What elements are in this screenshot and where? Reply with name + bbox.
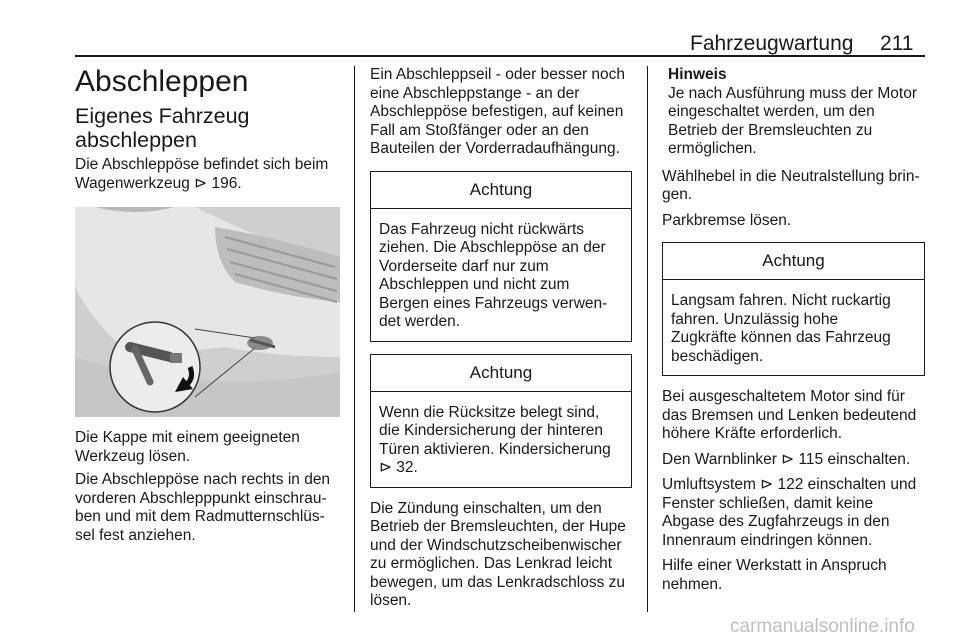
warning-box-reverse: [370, 171, 632, 342]
page-number: 211: [880, 32, 914, 55]
warning-text: Wenn die Rücksitze belegt sind, die Kindersicherung der hinteren Türen aktivieren. Kindersicherung ⊳ 32.: [379, 403, 611, 476]
column-2: [370, 66, 632, 616]
note-heading: Hinweis: [668, 66, 727, 83]
warning-heading: Achtung: [371, 355, 631, 392]
paragraph-selector-lever: Wählhebel in die Neutralstellung brin- gen.: [662, 167, 920, 203]
column-1: [75, 66, 343, 550]
intro-paragraph: Die Abschleppöse befindet sich beim Wagenwerkzeug ⊳ 196.: [75, 156, 329, 192]
header-rule: [75, 55, 925, 57]
paragraph-screw-in-eye: Die Abschleppöse nach rechts in den vorderen Abschlepppunkt einschrau- ben und mit dem Radmutternschlüs- sel fest anziehen.: [75, 471, 331, 544]
running-header-title: Fahrzeugwartung: [690, 32, 854, 55]
warning-text: Das Fahrzeug nicht rückwärts ziehen. Die Abschleppöse an der Vorderseite darf nur zum Abschleppen und nicht zum Bergen eines Fahrzeugs verwen- det werden.: [379, 220, 608, 330]
tow-eye-illustration-graphic: [75, 207, 340, 417]
paragraph-hazard-lights: Den Warnblinker ⊳ 115 einschalten.: [662, 450, 911, 468]
tow-eye-illustration: [75, 207, 340, 417]
column-divider-2: [647, 66, 648, 612]
paragraph-workshop: Hilfe einer Werkstatt in Anspruch nehmen.: [662, 557, 887, 593]
warning-box-drive-slowly: [662, 242, 925, 376]
paragraph-parking-brake: Parkbremse lösen.: [662, 211, 792, 229]
paragraph-tow-rope: Ein Abschleppseil - oder besser noch eine Abschleppstange - an der Abschleppöse befestigen, auf keinen Fall am Stoßfänger oder an den Bauteilen der Vorderradaufhängung.: [370, 66, 626, 157]
subsection-title: Eigenes Fahrzeug abschleppen: [75, 104, 250, 152]
note-text: Je nach Ausführung muss der Motor eingeschaltet werden, um den Betrieb der Bremsleuchten zu ermöglichen.: [668, 84, 917, 157]
column-divider-1: [354, 66, 355, 612]
warning-heading: Achtung: [663, 243, 924, 280]
paragraph-ignition: Die Zündung einschalten, um den Betrieb der Bremsleuchten, der Hupe und der Windschutzscheibenwischer zu ermöglichen. Das Lenkrad leicht bewegen, um das Lenkradschloss zu lösen.: [370, 499, 626, 609]
warning-heading: Achtung: [371, 172, 631, 209]
watermark: carmanualsonline.info: [730, 616, 915, 637]
paragraph-engine-off: Bei ausgeschaltetem Motor sind für das Bremsen und Lenken bedeutend höhere Kräfte erforderlich.: [662, 388, 917, 442]
section-title: Abschleppen: [75, 65, 249, 98]
warning-box-child-lock: [370, 354, 632, 488]
warning-text: Langsam fahren. Nicht ruckartig fahren. Unzulässig hohe Zugkräfte können das Fahrzeug beschädigen.: [671, 292, 891, 365]
paragraph-recirculation: Umluftsystem ⊳ 122 einschalten und Fenster schließen, damit keine Abgase des Zugfahrzeugs in den Innenraum eindringen können.: [662, 476, 917, 549]
paragraph-remove-cap: Die Kappe mit einem geeigneten Werkzeug lösen.: [75, 429, 300, 465]
column-3: [662, 66, 925, 601]
